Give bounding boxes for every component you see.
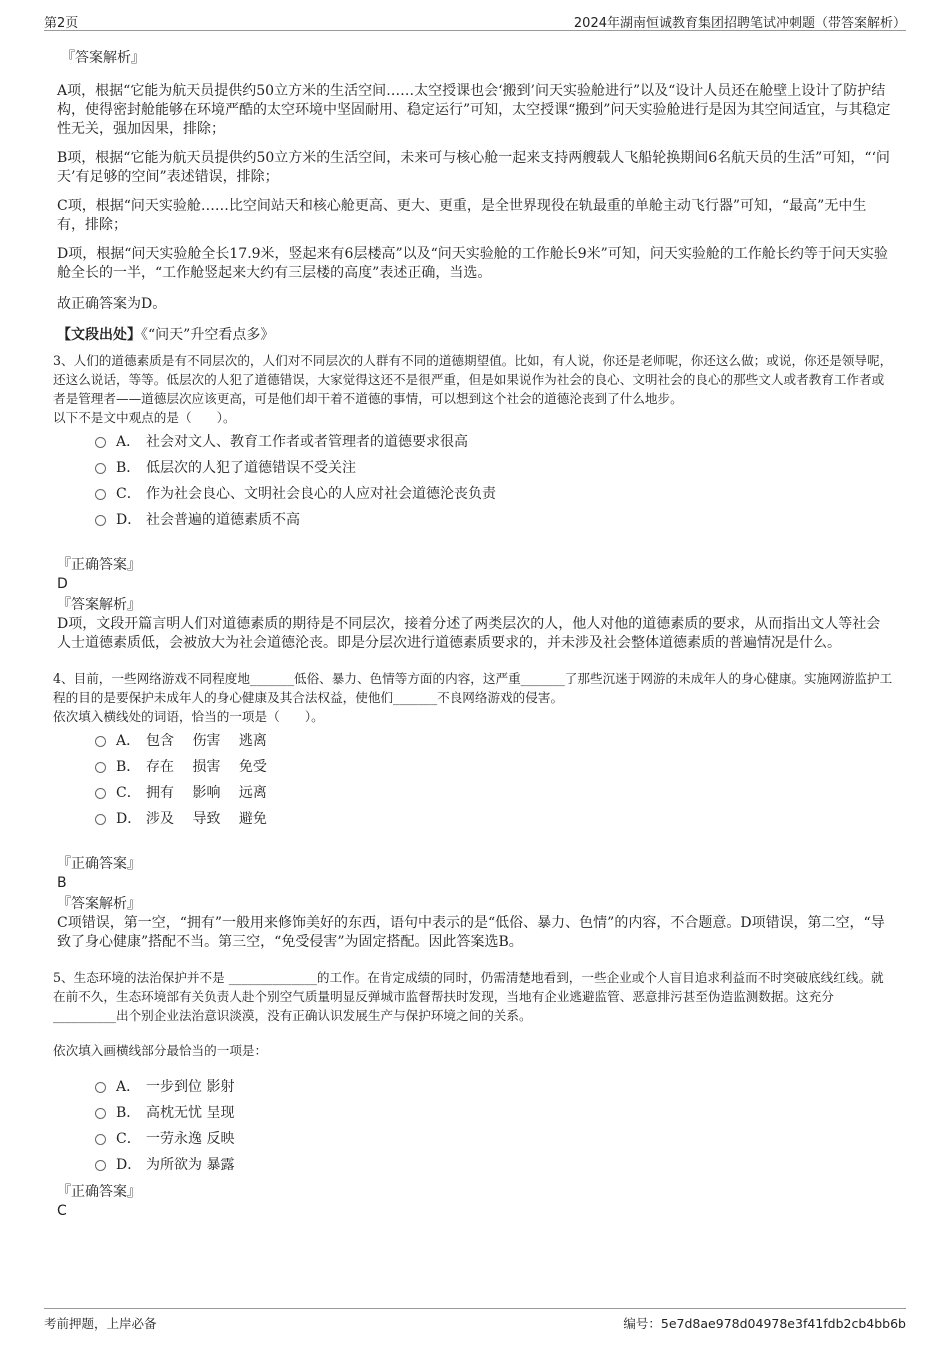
page-header	[44, 8, 906, 31]
radio-icon[interactable]	[95, 814, 106, 825]
source-line	[57, 326, 893, 345]
q4-prompt: 依次填入横线处的词语，恰当的一项是（ ）。	[53, 709, 324, 724]
q5-option-a[interactable]: A． 一步到位 影射	[95, 1074, 893, 1100]
q3-option-a[interactable]: A． 社会对文人、教育工作者或者管理者的道德要求很高	[95, 429, 893, 455]
q3-prompt: 以下不是文中观点的是（ ）。	[53, 410, 236, 425]
page-content	[53, 48, 893, 1220]
q4-option-b[interactable]: B． 存在 损害 免受	[95, 754, 893, 780]
analysis-para-d: D项，根据“问天实验舱全长17.9米，竖起来有6层楼高”以及“问天实验舱的工作舱长9米”可知，问天实验舱的工作舱长约等于问天实验舱全长的一半，“工作舱竖起来大约有三层楼的高度”表述正确，当选。	[57, 246, 888, 281]
radio-icon[interactable]	[95, 1160, 106, 1171]
q3-analysis: D项，文段开篇言明人们对道德素质的期待是不同层次，接着分述了两类层次的人，他人对他的道德素质的要求，从而指出文人等社会人士道德素质低，会被放大为社会道德沦丧。即是分层次进行道德素质要求的，并未涉及社会整体道德素质的普遍情况是什么。	[57, 616, 881, 651]
analysis-para-c: C项，根据“问天实验舱……比空间站天和核心舱更高、更大、更重，是全世界现役在轨最重的单舱主动飞行器”可知，“最高”无中生有，排除；	[57, 198, 867, 233]
radio-icon[interactable]	[95, 463, 106, 474]
footer-slogan: 考前押题，上岸必备	[44, 1316, 157, 1331]
q4-answer-label: 『正确答案』	[57, 856, 141, 872]
q5-answer: C	[57, 1203, 67, 1219]
q4-stem: 4、目前，一些网络游戏不同程度地_______低俗、暴力、色情等方面的内容，这严重_______了那些沉迷于网游的未成年人的身心健康。实施网游监护工程的目的是要保护未成年人的身心健康及其合法权益，使他们_______不良网络游戏的侵害。	[53, 671, 893, 705]
q5-options	[57, 1074, 893, 1178]
q3-answer: D	[57, 576, 68, 592]
q5-option-c[interactable]: C． 一劳永逸 反映	[95, 1126, 893, 1152]
radio-icon[interactable]	[95, 736, 106, 747]
radio-icon[interactable]	[95, 1108, 106, 1119]
radio-icon[interactable]	[95, 437, 106, 448]
analysis-conclusion: 故正确答案为D。	[57, 296, 167, 312]
radio-icon[interactable]	[95, 1082, 106, 1093]
q3-stem: 3、人们的道德素质是有不同层次的，人们对不同层次的人群有不同的道德期望值。比如，有人说，你还是老师呢，你还这么做；或说，你还是领导呢，还这么说话，等等。低层次的人犯了道德错误，大家觉得这还不是很严重，但是如果说作为社会的良心、文明社会的良心的那些文人或者教育工作者或者是管理者——道德层次应该更高，可是他们却干着不道德的事情，可以想到这个社会的道德沦丧到了什么地步。	[53, 353, 893, 406]
q4-option-d[interactable]: D． 涉及 导致 避免	[95, 806, 893, 832]
radio-icon[interactable]	[95, 515, 106, 526]
blank-2: __________	[53, 1008, 116, 1023]
radio-icon[interactable]	[95, 762, 106, 773]
radio-icon[interactable]	[95, 788, 106, 799]
page-footer	[44, 1308, 906, 1331]
q3-option-b[interactable]: B． 低层次的人犯了道德错误不受关注	[95, 455, 893, 481]
analysis-para-b: B项，根据“它能为航天员提供约50立方米的生活空间，未来可与核心舱一起来支持两艘载人飞船轮换期间6名航天员的生活”可知，“‘问天’有足够的空间”表述错误，排除；	[57, 150, 890, 185]
q5-stem: 5、生态环境的法治保护并不是 ______________的工作。在肯定成绩的同时，仍需清楚地看到，一些企业或个人盲目追求利益而不时突破底线红线。就在前不久，生态环境部有关负责人赴个别空气质量明显反弹城市监督帮扶时发现，当地有企业逃避监管、恶意排污甚至伪造监测数据。这充分 __________出个别企业法治意识淡漠，没有正确认识发展生产与保护环境之间的关系。	[53, 970, 884, 1023]
source-label: 【文段出处】	[57, 327, 141, 343]
analysis-label: 『答案解析』	[61, 50, 145, 66]
q4-option-a[interactable]: A． 包含 伤害 逃离	[95, 728, 893, 754]
radio-icon[interactable]	[95, 1134, 106, 1145]
analysis-para-a: A项，根据“它能为航天员提供约50立方米的生活空间……太空授课也会‘搬到’问天实验舱进行”以及“设计人员还在舱壁上设计了防护结构，使得密封舱能够在环境严酷的太空环境中坚固耐用、稳定运行”可知，太空授课“搬到”问天实验舱进行是因为其空间适宜，与其稳定性无关，强加因果，排除；	[57, 83, 891, 137]
q4-analysis-label: 『答案解析』	[57, 896, 141, 912]
q3-analysis-label: 『答案解析』	[57, 597, 141, 613]
document-title: 2024年湖南恒诚教育集团招聘笔试冲刺题（带答案解析）	[573, 16, 906, 31]
q4-answer: B	[57, 875, 67, 891]
q5-answer-label: 『正确答案』	[57, 1184, 141, 1200]
page-number: 第2页	[44, 16, 79, 31]
q3-options	[57, 429, 893, 533]
q3-answer-label: 『正确答案』	[57, 557, 141, 573]
q3-option-d[interactable]: D． 社会普遍的道德素质不高	[95, 507, 893, 533]
q4-analysis: C项错误，第一空，“拥有”一般用来修饰美好的东西，语句中表示的是“低俗、暴力、色情”的内容，不合题意。D项错误，第二空，“导致了身心健康”搭配不当。第三空，“免受侵害”为固定搭配。因此答案选B。	[57, 915, 885, 950]
blank-1: ______________	[228, 970, 317, 985]
radio-icon[interactable]	[95, 489, 106, 500]
document-code: 编号：5e7d8ae978d04978e3f41fdb2cb4bb6b	[623, 1316, 906, 1331]
q4-option-c[interactable]: C． 拥有 影响 远离	[95, 780, 893, 806]
source-text: 《“问天”升空看点多》	[141, 327, 275, 343]
q5-prompt: 依次填入画横线部分最恰当的一项是：	[53, 1043, 268, 1058]
q5-option-d[interactable]: D． 为所欲为 暴露	[95, 1152, 893, 1178]
q5-option-b[interactable]: B． 高枕无忧 呈现	[95, 1100, 893, 1126]
q3-option-c[interactable]: C． 作为社会良心、文明社会良心的人应对社会道德沦丧负责	[95, 481, 893, 507]
q4-options	[57, 728, 893, 832]
